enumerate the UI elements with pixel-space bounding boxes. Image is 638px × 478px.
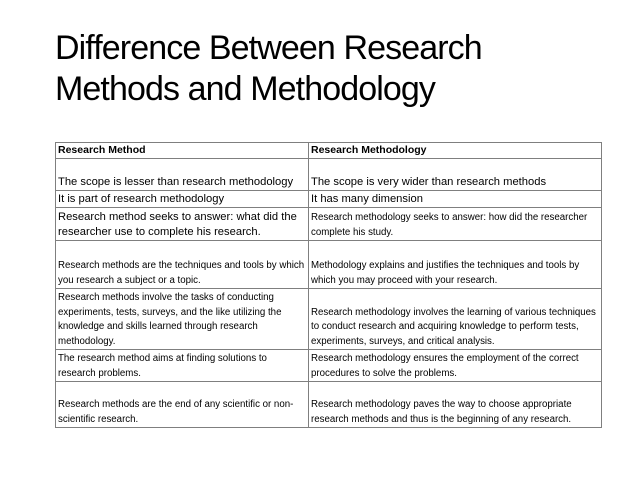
table-row [56,208,602,241]
cell-method: Research methods are the techniques and tools by which you research a subject or a topic. [56,241,309,289]
cell-methodology: The scope is very wider than research methods [309,159,602,191]
cell-methodology: Research methodology ensures the employment of the correct procedures to solve the problems. [309,350,602,382]
cell-methodology: Research methodology involves the learning of various techniques to conduct research and acquiring knowledge to perform tests, experiments, surveys, and critical analysis. [309,289,602,350]
header-research-methodology: Research Methodology [309,143,602,159]
cell-method: The scope is lesser than research methodology [56,159,309,191]
cell-method: Research methods are the end of any scientific or non-scientific research. [56,382,309,428]
comparison-table [55,142,602,428]
cell-methodology: It has many dimension [309,191,602,208]
slide-title [55,28,615,110]
slide-title-line-1: Difference Between Research [55,29,482,67]
table-row [56,241,602,289]
table-row [56,191,602,208]
table-row [56,289,602,350]
cell-methodology: Research methodology seeks to answer: how did the researcher complete his study. [309,208,602,241]
header-research-method: Research Method [56,143,309,159]
table-header-row [56,143,602,159]
cell-methodology: Research methodology paves the way to choose appropriate research methods and thus is the beginning of any research. [309,382,602,428]
table-row [56,382,602,428]
cell-method: It is part of research methodology [56,191,309,208]
slide-title-line-2: Methods and Methodology [55,70,436,108]
cell-methodology: Methodology explains and justifies the techniques and tools by which you may proceed with your research. [309,241,602,289]
cell-method: Research method seeks to answer: what did the researcher use to complete his research. [56,208,309,241]
table-row [56,159,602,191]
cell-method: Research methods involve the tasks of conducting experiments, tests, surveys, and the like utilizing the knowledge and skills learned through research methodology. [56,289,309,350]
table-row [56,350,602,382]
cell-method: The research method aims at finding solutions to research problems. [56,350,309,382]
